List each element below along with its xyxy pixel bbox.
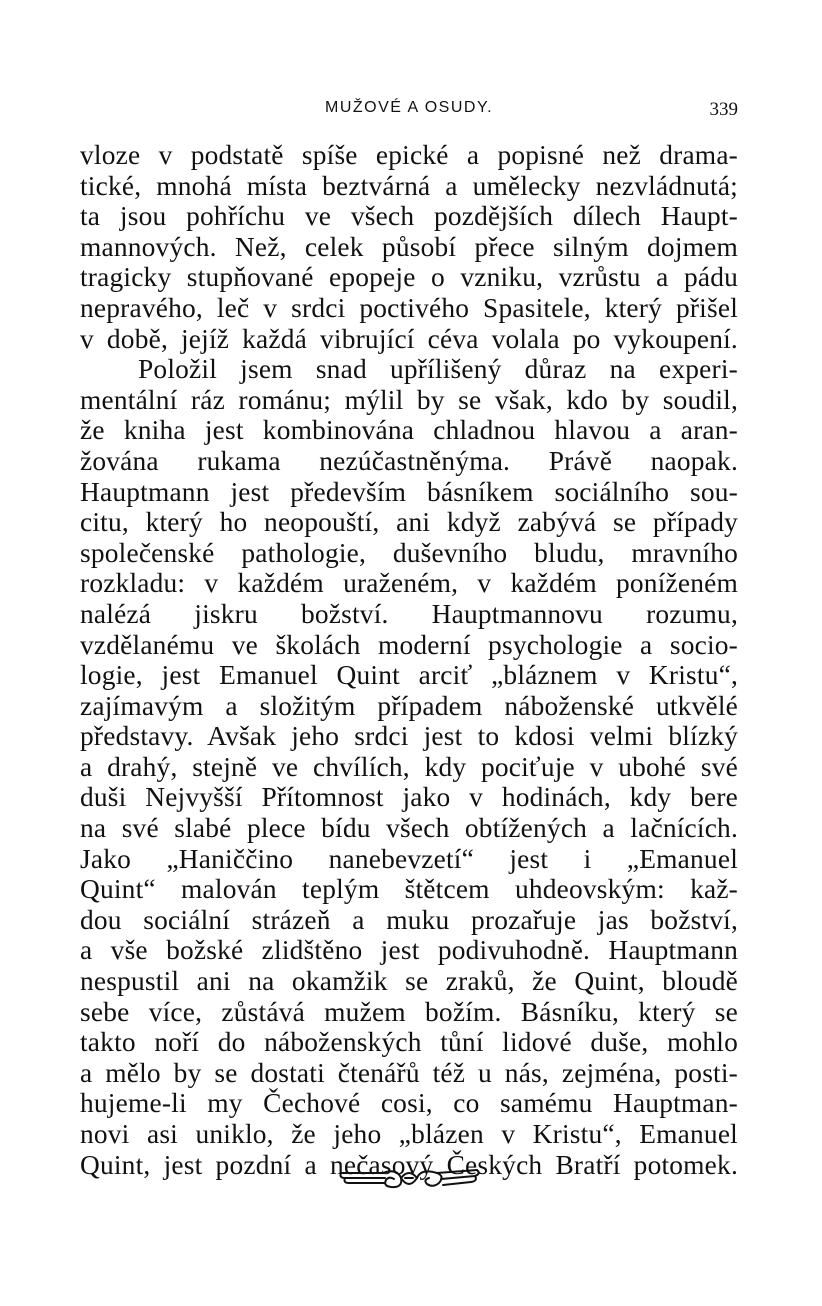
text-line: Quint“ malován teplým štětcem uhdeovským: kaž-	[80, 874, 738, 905]
text-line: představy. Avšak jeho srdci jest to kdosi velmi blízký	[80, 721, 738, 752]
text-line: žována rukama nezúčastněnýma. Právě naopak.	[80, 445, 738, 476]
text-line: nalézá jiskru božství. Hauptmannovu rozumu,	[80, 598, 738, 629]
text-line: logie, jest Emanuel Quint arciť „bláznem v Kristu“,	[80, 660, 738, 691]
text-line: takto noří do náboženských tůní lidové duše, mohlo	[80, 1027, 738, 1058]
text-line: novi asi uniklo, že jeho „blázen v Kristu“, Emanuel	[80, 1119, 738, 1149]
text-line: dou sociální strázeň a muku prozařuje jas božství,	[80, 904, 738, 935]
text-line: nepravého, leč v srdci poctivého Spasitele, který přišel	[80, 292, 738, 323]
text-line: a drahý, stejně ve chvílích, kdy pociťuje v ubohé své	[80, 751, 738, 782]
text-line: hujeme-li my Čechové cosi, co samému Hauptman-	[80, 1088, 738, 1119]
text-line: ta jsou pohříchu ve všech pozdějších dílech Haupt-	[80, 201, 738, 232]
body-text	[80, 140, 738, 1180]
text-line: sebe více, zůstává mužem božím. Básníku, který se	[80, 996, 738, 1027]
text-line: tické, mnohá místa beztvárná a umělecky nezvládnutá;	[80, 170, 738, 201]
text-line: mentální ráz románu; mýlil by se však, kdo by soudil,	[80, 384, 738, 415]
text-line: nespustil ani na okamžik se zraků, že Quint, bloudě	[80, 966, 738, 997]
text-line: Položil jsem snad upřílišený důraz na experi-	[138, 354, 738, 385]
ornamental-tailpiece-icon	[339, 1166, 481, 1192]
running-head	[80, 99, 738, 123]
text-line: citu, který ho neopouští, ani když zabývá se případy	[80, 507, 738, 538]
text-line: zajímavým a složitým případem náboženské utkvělé	[80, 690, 738, 721]
text-line: že kniha jest kombinována chladnou hlavou a aran-	[80, 415, 738, 446]
text-line: Hauptmann jest především básníkem sociálního sou-	[80, 476, 738, 507]
page-number: 339	[709, 99, 738, 120]
text-line: společenské pathologie, duševního bludu, mravního	[80, 537, 738, 568]
text-line: tragicky stupňované epopeje o vzniku, vzrůstu a pádu	[80, 262, 738, 293]
text-line: Quint, jest pozdní a nečasový Českých Bratří potomek.	[80, 1149, 738, 1180]
text-line: rozkladu: v každém uraženém, v každém poníženém	[80, 568, 738, 599]
text-line: vloze v podstatě spíše epické a popisné než drama-	[80, 140, 738, 170]
text-line: a vše božské zlidštěno jest podivuhodně. Hauptmann	[80, 935, 738, 966]
text-line: v době, jejíž každá vibrující céva volala po vykoupení.	[80, 323, 738, 354]
text-line: na své slabé plece bídu všech obtížených a lačnících.	[80, 813, 738, 844]
running-title: MUŽOVÉ A OSUDY.	[324, 99, 494, 116]
text-line: vzdělanému ve školách moderní psychologie a socio-	[80, 629, 738, 660]
text-line: Jako „Haniččino nanebevzetí“ jest i „Emanuel	[80, 843, 738, 874]
text-line: mannových. Než, celek působí přece silným dojmem	[80, 231, 738, 262]
text-line: a mělo by se dostati čtenářů též u nás, zejména, posti-	[80, 1057, 738, 1088]
text-line: duši Nejvyšší Přítomnost jako v hodinách, kdy bere	[80, 782, 738, 813]
